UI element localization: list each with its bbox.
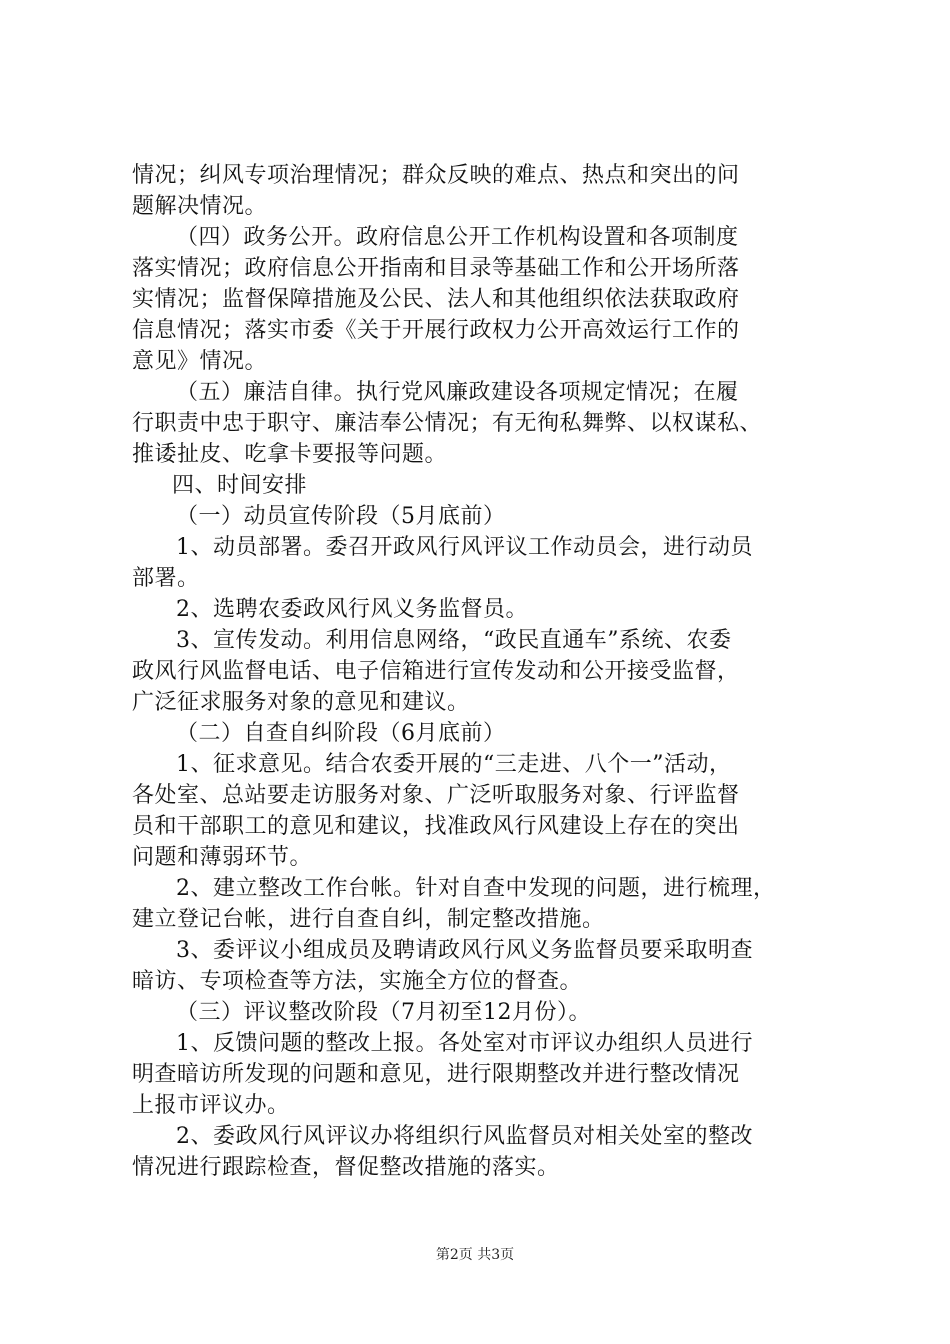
- page-number-footer: 第2页 共3页: [435, 1247, 515, 1263]
- paragraph-line: 建立登记台帐，进行自查自纠，制定整改措施。: [132, 907, 605, 932]
- paragraph-line: 实情况；监督保障措施及公民、法人和其他组织依法获取政府: [132, 287, 740, 312]
- paragraph-line: 政风行风监督电话、电子信箱进行宣传发动和公开接受监督，: [132, 659, 740, 684]
- section-heading: 四、时间安排: [172, 473, 308, 498]
- paragraph-line: 题解决情况。: [132, 194, 268, 219]
- document-body: [132, 160, 832, 1183]
- subsection-heading: （二）自查自纠阶段（6月底前）: [176, 721, 506, 746]
- paragraph-line: 2、委政风行风评议办将组织行风监督员对相关处室的整改: [176, 1124, 753, 1149]
- paragraph-line: 明查暗访所发现的问题和意见，进行限期整改并进行整改情况: [132, 1062, 740, 1087]
- paragraph-line: 情况；纠风专项治理情况；群众反映的难点、热点和突出的问: [132, 163, 740, 188]
- paragraph-line: 信息情况；落实市委《关于开展行政权力公开高效运行工作的: [132, 318, 740, 343]
- paragraph-line: 2、建立整改工作台帐。针对自查中发现的问题，进行梳理，: [176, 876, 776, 901]
- paragraph-line: 落实情况；政府信息公开指南和目录等基础工作和公开场所落: [132, 256, 740, 281]
- subsection-heading: （三）评议整改阶段（7月初至12月份）。: [176, 1000, 591, 1025]
- paragraph-line: （四）政务公开。政府信息公开工作机构设置和各项制度: [176, 225, 739, 250]
- paragraph-line: 部署。: [132, 566, 200, 591]
- paragraph-line: 各处室、总站要走访服务对象、广泛听取服务对象、行评监督: [132, 783, 740, 808]
- paragraph-line: 意见》情况。: [132, 349, 268, 374]
- paragraph-line: 3、委评议小组成员及聘请政风行风义务监督员要采取明查: [176, 938, 753, 963]
- paragraph-line: 3、宣传发动。利用信息网络，“政民直通车”系统、农委: [176, 628, 732, 653]
- paragraph-line: 员和干部职工的意见和建议，找准政风行风建设上存在的突出: [132, 814, 740, 839]
- paragraph-line: 问题和薄弱环节。: [132, 845, 313, 870]
- paragraph-line: 2、选聘农委政风行风义务监督员。: [176, 597, 528, 622]
- paragraph-line: 推诿扯皮、吃拿卡要报等问题。: [132, 442, 448, 467]
- subsection-heading: （一）动员宣传阶段（5月底前）: [176, 504, 506, 529]
- paragraph-line: 1、反馈问题的整改上报。各处室对市评议办组织人员进行: [176, 1031, 753, 1056]
- paragraph-line: 1、征求意见。结合农委开展的“三走进、八个一”活动，: [176, 752, 732, 777]
- paragraph-line: 上报市评议办。: [132, 1093, 290, 1118]
- paragraph-line: 1、动员部署。委召开政风行风评议工作动员会，进行动员: [176, 535, 753, 560]
- paragraph-line: 行职责中忠于职守、廉洁奉公情况；有无徇私舞弊、以权谋私、: [132, 411, 763, 436]
- paragraph-line: 情况进行跟踪检查，督促整改措施的落实。: [132, 1155, 560, 1180]
- paragraph-line: 暗访、专项检查等方法，实施全方位的督查。: [132, 969, 583, 994]
- paragraph-line: （五）廉洁自律。执行党风廉政建设各项规定情况；在履: [176, 380, 739, 405]
- paragraph-line: 广泛征求服务对象的意见和建议。: [132, 690, 470, 715]
